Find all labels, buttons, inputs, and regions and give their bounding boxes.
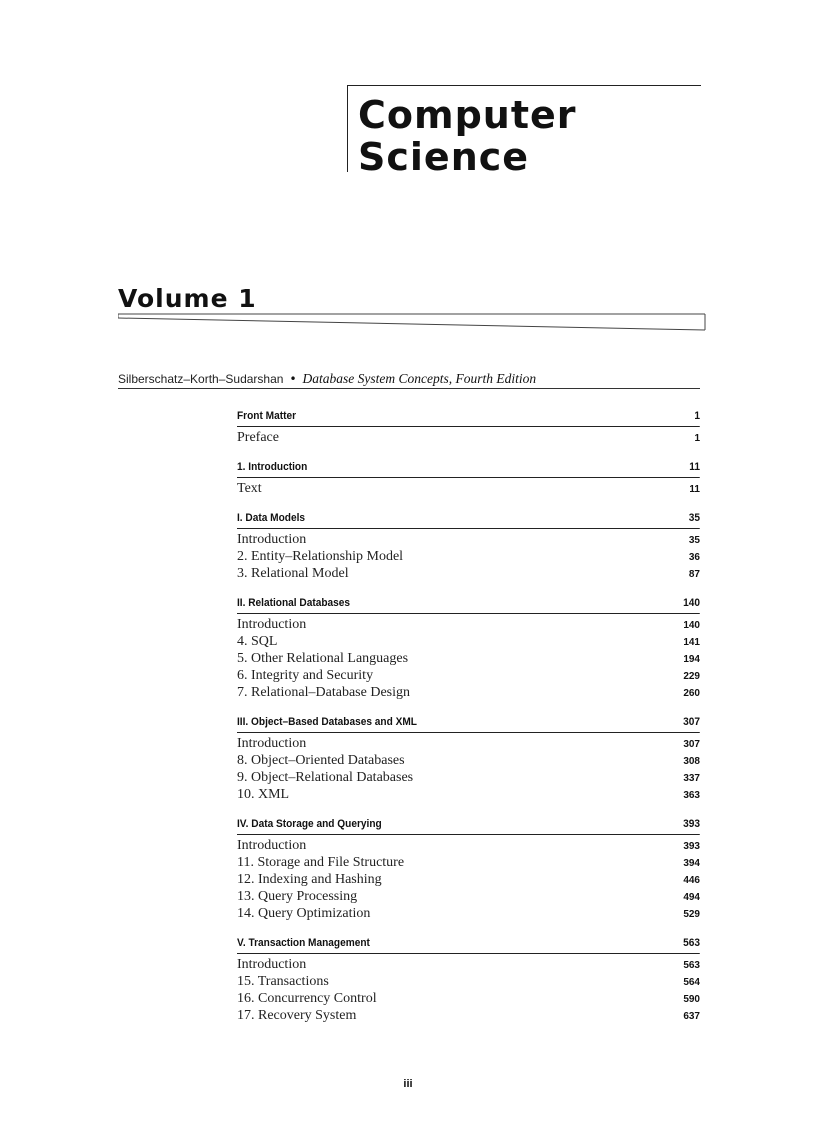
toc-entry[interactable] xyxy=(237,855,700,872)
toc-section xyxy=(237,716,700,804)
toc-entry[interactable] xyxy=(237,549,700,566)
entry-page: 393 xyxy=(683,841,700,852)
entry-title: 17. Recovery System xyxy=(237,1008,357,1023)
toc-entry[interactable] xyxy=(237,634,700,651)
entry-page: 11 xyxy=(689,484,700,495)
entry-page: 260 xyxy=(683,688,700,699)
toc-entry[interactable] xyxy=(237,974,700,991)
entry-title: Introduction xyxy=(237,736,307,751)
toc-section-header[interactable] xyxy=(237,597,700,614)
entry-page: 363 xyxy=(683,790,700,801)
entry-title: 3. Relational Model xyxy=(237,566,349,581)
entry-page: 564 xyxy=(683,977,700,988)
toc-entry[interactable] xyxy=(237,787,700,804)
section-title: Front Matter xyxy=(237,410,297,422)
section-page: 393 xyxy=(683,818,701,830)
toc-entry[interactable] xyxy=(237,770,700,787)
entry-page: 529 xyxy=(683,909,700,920)
toc-section-header[interactable] xyxy=(237,818,700,835)
entry-page: 87 xyxy=(688,569,700,580)
entry-title: 8. Object–Oriented Databases xyxy=(237,753,405,768)
section-page: 35 xyxy=(688,512,701,524)
entry-title: 9. Object–Relational Databases xyxy=(237,770,414,785)
section-title: III. Object–Based Databases and XML xyxy=(237,716,417,728)
toc-entry[interactable] xyxy=(237,685,700,702)
entry-title: Text xyxy=(237,481,262,496)
entry-title: 10. XML xyxy=(237,787,290,802)
toc-section xyxy=(237,597,700,702)
book-credit-line xyxy=(118,370,700,389)
toc-entry[interactable] xyxy=(237,430,700,447)
section-page: 307 xyxy=(683,716,701,728)
volume-label: Volume 1 xyxy=(118,284,257,313)
entry-title: 4. SQL xyxy=(237,634,278,649)
entry-title: Introduction xyxy=(237,957,307,972)
section-page: 563 xyxy=(683,937,701,949)
entry-title: Introduction xyxy=(237,617,307,632)
toc-section-header[interactable] xyxy=(237,512,700,529)
toc-section-header[interactable] xyxy=(237,461,700,478)
entry-title: Preface xyxy=(237,430,279,445)
section-title: IV. Data Storage and Querying xyxy=(237,818,382,830)
entry-page: 35 xyxy=(688,535,700,546)
toc-section-header[interactable] xyxy=(237,716,700,733)
section-page: 140 xyxy=(683,597,701,609)
toc-section xyxy=(237,818,700,923)
toc-entry[interactable] xyxy=(237,651,700,668)
section-title: V. Transaction Management xyxy=(237,937,370,949)
title-block xyxy=(347,85,701,179)
entry-title: 11. Storage and File Structure xyxy=(237,855,405,870)
toc-section xyxy=(237,937,700,1025)
section-title: II. Relational Databases xyxy=(237,597,351,609)
entry-page: 637 xyxy=(683,1011,700,1022)
toc-entry[interactable] xyxy=(237,889,700,906)
toc-entry[interactable] xyxy=(237,617,700,634)
toc-entry[interactable] xyxy=(237,991,700,1008)
toc-entry[interactable] xyxy=(237,872,700,889)
entry-page: 590 xyxy=(683,994,700,1005)
toc-entry[interactable] xyxy=(237,566,700,583)
entry-title: 7. Relational–Database Design xyxy=(237,685,411,700)
toc-entry[interactable] xyxy=(237,1008,700,1025)
entry-title: 12. Indexing and Hashing xyxy=(237,872,382,887)
entry-page: 494 xyxy=(683,892,700,903)
entry-page: 307 xyxy=(683,739,700,750)
page-folio: iii xyxy=(403,1078,413,1090)
toc-entry[interactable] xyxy=(237,532,700,549)
toc-section xyxy=(237,410,700,447)
entry-page: 308 xyxy=(683,756,700,767)
entry-page: 229 xyxy=(683,671,700,682)
entry-title: 5. Other Relational Languages xyxy=(237,651,409,666)
entry-page: 141 xyxy=(683,637,700,648)
toc-entry[interactable] xyxy=(237,481,700,498)
toc-section-header[interactable] xyxy=(237,937,700,954)
table-of-contents xyxy=(237,410,700,1039)
book-authors: Silberschatz–Korth–Sudarshan xyxy=(118,372,284,386)
entry-page: 140 xyxy=(683,620,700,631)
volume-rule xyxy=(118,312,708,334)
toc-entry[interactable] xyxy=(237,668,700,685)
entry-page: 394 xyxy=(683,858,700,869)
entry-title: 6. Integrity and Security xyxy=(237,668,374,683)
entry-title: 14. Query Optimization xyxy=(237,906,371,921)
entry-title: 15. Transactions xyxy=(237,974,329,989)
toc-section xyxy=(237,512,700,583)
book-title: Database System Concepts, Fourth Edition xyxy=(302,371,537,386)
entry-page: 194 xyxy=(683,654,700,665)
section-title: I. Data Models xyxy=(237,512,306,524)
section-page: 1 xyxy=(694,410,701,422)
toc-entry[interactable] xyxy=(237,957,700,974)
bullet-separator: • xyxy=(289,372,297,386)
entry-page: 1 xyxy=(694,433,700,444)
entry-page: 337 xyxy=(683,773,700,784)
entry-page: 563 xyxy=(683,960,700,971)
toc-entry[interactable] xyxy=(237,838,700,855)
toc-section-header[interactable] xyxy=(237,410,700,427)
entry-title: Introduction xyxy=(237,838,307,853)
series-title: Computer Science xyxy=(358,93,577,179)
toc-entry[interactable] xyxy=(237,906,700,923)
toc-entry[interactable] xyxy=(237,753,700,770)
entry-page: 446 xyxy=(683,875,700,886)
entry-title: 13. Query Processing xyxy=(237,889,358,904)
toc-section xyxy=(237,461,700,498)
entry-page: 36 xyxy=(688,552,700,563)
entry-title: Introduction xyxy=(237,532,307,547)
section-page: 11 xyxy=(689,461,701,473)
entry-title: 16. Concurrency Control xyxy=(237,991,377,1006)
section-title: 1. Introduction xyxy=(237,461,308,473)
entry-title: 2. Entity–Relationship Model xyxy=(237,549,404,564)
toc-entry[interactable] xyxy=(237,736,700,753)
